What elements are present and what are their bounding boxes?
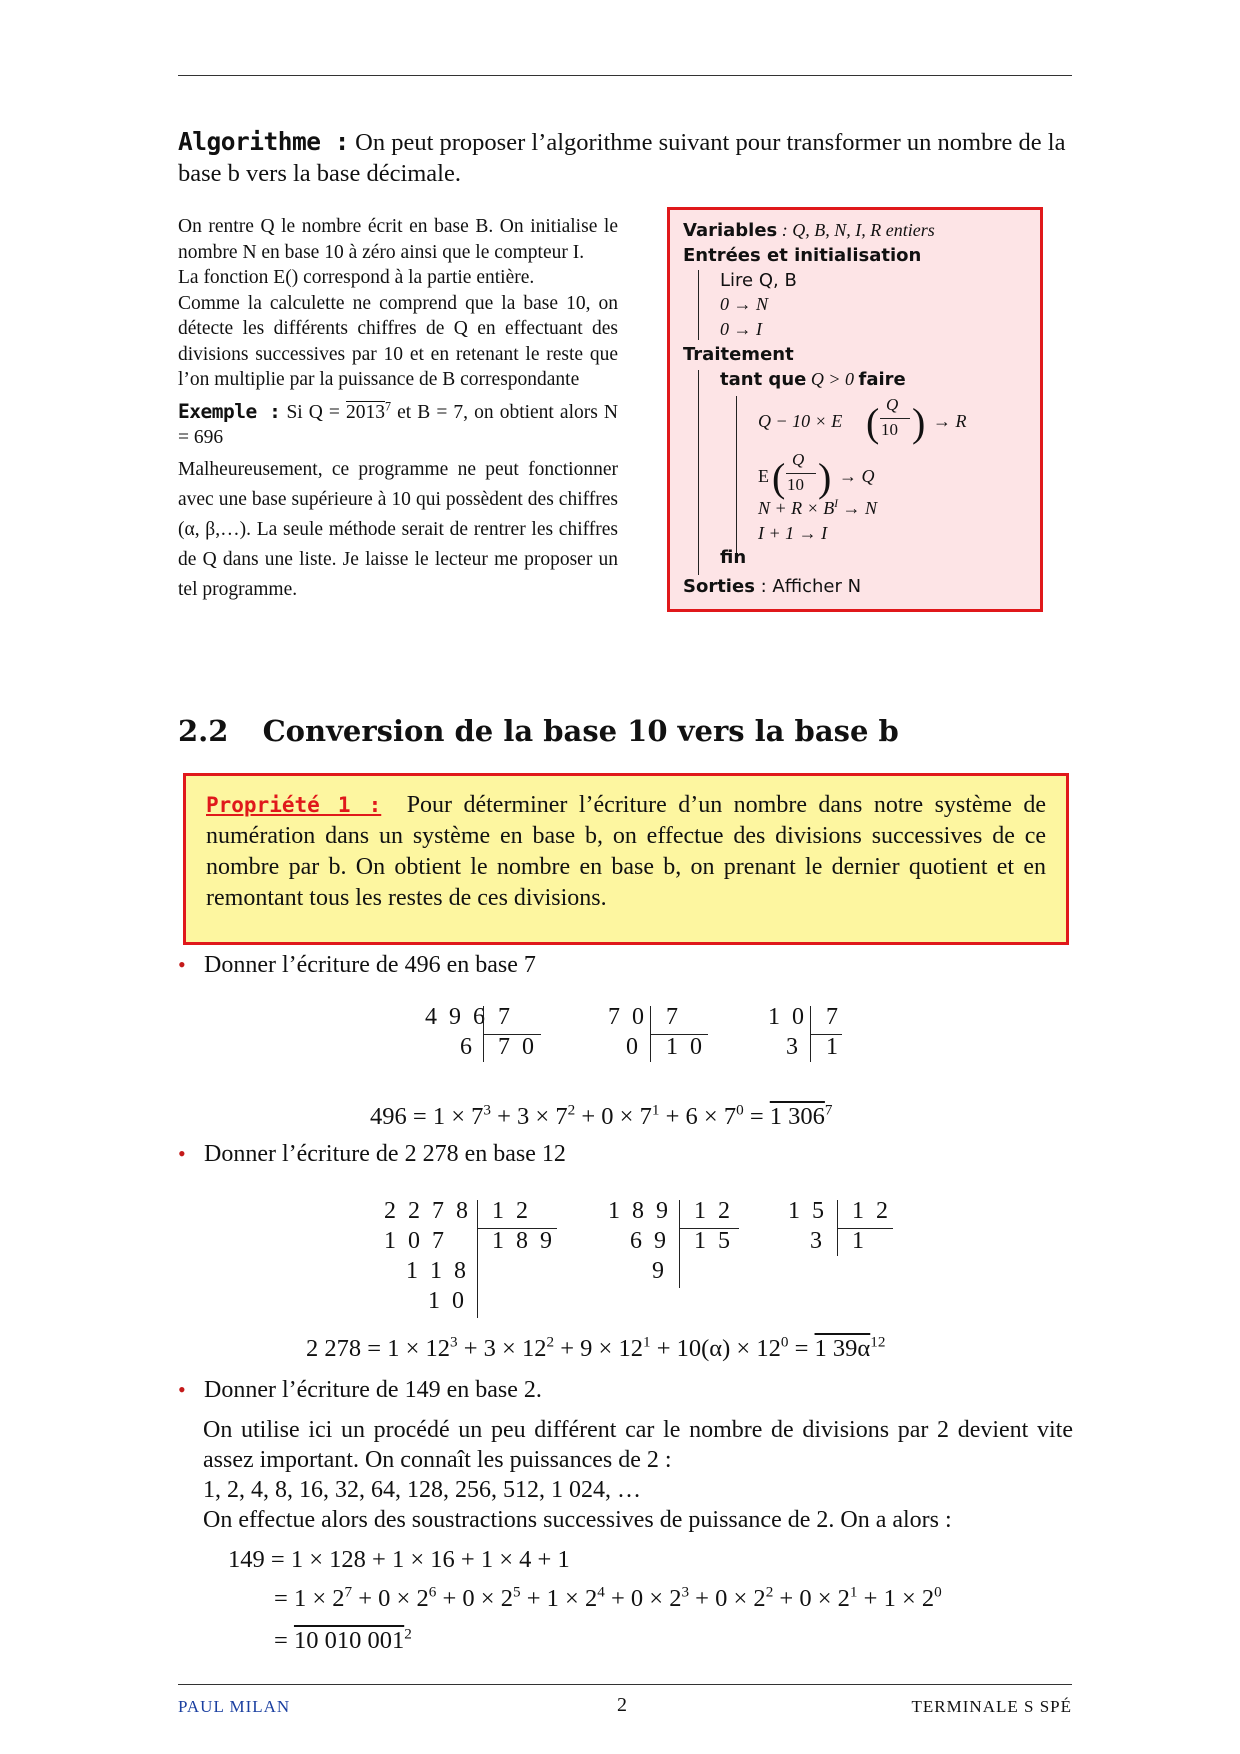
algo-outputs: Sorties : Afficher N — [683, 576, 862, 597]
left-p3: Comme la calculette ne comprend que la base 10, on détecte les différents chiffres de Q en effectuant des divisions successives par 10 et en retenant le reste que l’on multiplie par la puissance de B correspondante — [178, 292, 618, 390]
section-text: Conversion de la base 10 vers la base b — [262, 714, 899, 748]
left-column — [178, 214, 618, 605]
example-value: 2013 — [346, 401, 385, 423]
ex3-powers: 1, 2, 4, 8, 16, 32, 64, 128, 256, 512, 1 024, … — [203, 1477, 641, 1503]
algorithm-label: Algorithme : — [178, 127, 350, 156]
example-base: 7 — [385, 399, 392, 414]
ex1-prompt: Donner l’écriture de 496 en base 7 — [204, 952, 536, 978]
algo-read: Lire Q, B — [720, 270, 797, 291]
property-label: Propriété 1 : — [206, 793, 382, 817]
bullet-icon: • — [178, 1377, 186, 1402]
footer-course: TERMINALE S SPÉ — [911, 1697, 1072, 1716]
bullet-icon: • — [178, 1141, 186, 1166]
algo-processing-label: Traitement — [683, 344, 794, 365]
left-p2: La fonction E() correspond à la partie entière. — [178, 267, 535, 288]
example-label: Exemple : — [178, 399, 281, 423]
ex2-prompt: Donner l’écriture de 2 278 en base 12 — [204, 1141, 566, 1167]
left-p4: Malheureusement, ce programme ne peut fonctionner avec une base supérieure à 10 qui possèdent des chiffres (α, β,…). La seule méthode serait de rentrer les chiffres de Q dans une liste. Je laisse le lecteur me proposer un tel programme. — [178, 458, 618, 600]
footer-rule — [178, 1684, 1072, 1685]
algo-step3: $N + R \times B^I \to N$ — [758, 498, 878, 518]
ex3-line3: = 10 010 $001^2$ — [274, 1625, 412, 1654]
ex2-equation: 2 $278 = 1 \times 12^3 + 3 \times 12^2 + 9 \times 12^1 + 10(\alpha) \times 12^0 = 1$ $39\alpha^{12}$ — [306, 1333, 886, 1362]
algo-variables: Variables : Q, B, N, I, R entiers — [683, 220, 935, 241]
algo-inputs-bar — [698, 270, 699, 340]
ex3-para2: On effectue alors des soustractions successives de puissance de 2. On a alors : — [203, 1507, 952, 1533]
ex3-result: 10 010 001 — [293, 1627, 405, 1654]
algo-inputs-label: Entrées et initialisation — [683, 245, 922, 266]
algorithm-intro-text: On peut proposer l’algorithme suivant pour transformer un nombre de la base b vers la base décimale. — [178, 129, 1066, 187]
section-title — [178, 714, 899, 748]
ex3-line1: 149 = 1 × 128 + 1 × 16 + 1 × 4 + 1 — [228, 1546, 570, 1573]
footer-author: PAUL MILAN — [178, 1697, 291, 1716]
ex1-result-base: 7 — [824, 1101, 833, 1119]
algo-while: tant que Q > 0 faire — [720, 369, 906, 390]
algo-processing-bar — [698, 370, 699, 575]
algo-init-n: 0 → N — [720, 294, 769, 314]
algorithm-intro — [178, 126, 1078, 189]
example — [178, 399, 618, 451]
header-rule — [178, 75, 1072, 76]
ex2-result: 1 39α — [814, 1335, 871, 1362]
algo-init-i: 0 → I — [720, 319, 762, 339]
algorithm-box: Variables : Q, B, N, I, R entiers Entrées et initialisation Lire Q, B 0 → N 0 → I Traitement tant que Q > 0 faire Q − 10 × E ( Q 10 ) → R E ( Q 10 ) → Q $N + R \times B^I \to N$ I + 1 → I fin Sorties : Afficher N — [667, 207, 1043, 612]
property-text: Pour déterminer l’écriture d’un nombre dans notre système de numération dans un système en base b, on effectue des divisions successives de ce nombre par b. On obtient le nombre en base b, on prenant le dernier quotient et en remontant tous les restes de ces divisions. — [206, 792, 1046, 911]
ex1-equation: $496 = 1 \times 7^3 + 3 \times 7^2 + 0 \times 7^1 + 6 \times 7^0 = 1$ $306^7$ — [370, 1101, 833, 1130]
algo-loop-bar — [736, 396, 737, 554]
ex2-result-base: 12 — [870, 1333, 886, 1351]
algo-step4: I + 1 → I — [758, 523, 828, 543]
section-number: 2.2 — [178, 714, 229, 748]
footer-page-number: 2 — [617, 1694, 627, 1716]
ex1-result: 1 306 — [769, 1103, 825, 1130]
ex3-result-base: 2 — [404, 1625, 412, 1643]
algo-end: fin — [720, 547, 747, 568]
example-text-a: Si Q = — [286, 401, 346, 423]
example-text-b: et B = 7, on obtient alors N = 696 — [178, 401, 618, 448]
bullet-icon: • — [178, 952, 186, 977]
property-box — [183, 773, 1069, 945]
left-p1: On rentre Q le nombre écrit en base B. On initialise le nombre N en base 10 à zéro ainsi que le compteur I. — [178, 216, 618, 263]
ex3-line2: = $1 \times 2^7 + 0 \times 2^6 + 0 \times 2^5 + 1 \times 2^4 + 0 \times 2^3 + 0 \times 2^2 + 0 \times 2^1 + 1 \times 2^0$ — [274, 1583, 942, 1612]
ex3-para1: On utilise ici un procédé un peu différent car le nombre de divisions par 2 devient vite assez important. On connaît les puissances de 2 : — [203, 1417, 1073, 1473]
ex3-prompt: Donner l’écriture de 149 en base 2. — [204, 1377, 542, 1403]
